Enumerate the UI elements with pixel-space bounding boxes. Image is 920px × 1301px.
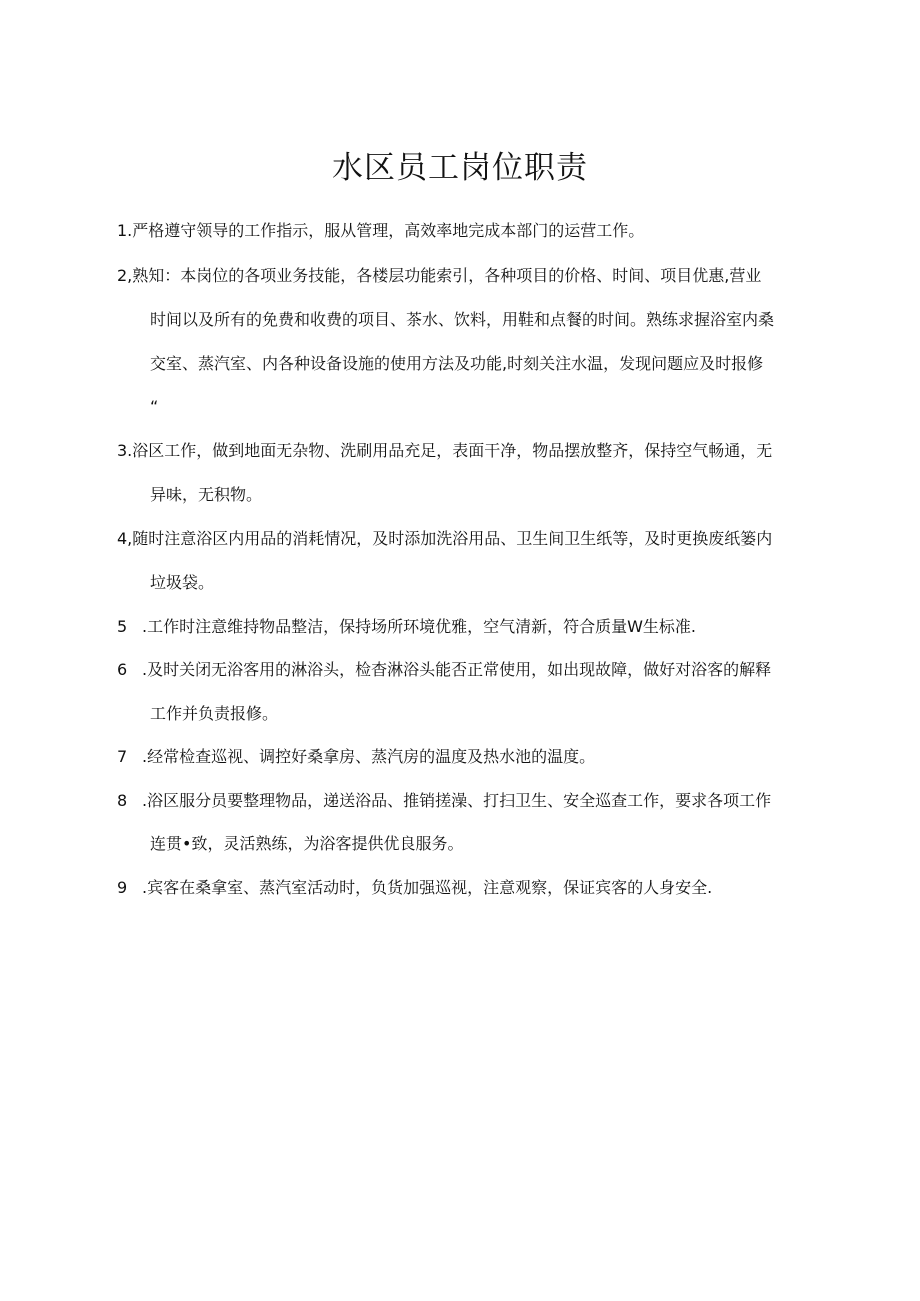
duty-item-9-text: .宾客在桑拿室、蒸汽室活动时，负货加强巡视，注意观察，保证宾客的人身安全. [142,878,713,897]
duty-item-2-line-2: 时间以及所有的免费和收费的项目、茶水、饮料，用鞋和点餐的时间。熟练求握浴室内桑 [150,310,775,329]
duty-item-9-number: 9 [117,878,128,897]
duty-item-8-text: .浴区服分员要整理物品，递送浴品、推销搓澡、打扫卫生、安全巡查工作，要求各项工作 [142,791,772,810]
duty-item-6-line-1 [117,658,771,682]
duty-item-2-line-1: 2,熟知：本岗位的各项业务技能，各楼层功能索引，各种项目的价格、时间、项目优惠,营业 [117,266,762,285]
duty-item-2-line-3: 交室、蒸汽室、内各种设备设施的使用方法及功能,时刻关注水温，发现问题应及时报修 [150,354,764,373]
duty-item-5-number: 5 [117,617,128,636]
duty-item-3-line-1: 3.浴区工作，做到地面无杂物、洗刷用品充足，表面干净，物品摆放整齐，保持空气畅通，无 [117,441,773,460]
duty-item-6-number: 6 [117,660,128,679]
duty-item-8-line-2: 连贯•致，灵活熟练，为浴客提供优良服务。 [150,834,464,853]
duty-item-3-line-2: 异味，无积物。 [150,485,263,504]
duty-item-8-number: 8 [117,791,128,810]
duty-item-7-text: .经常检查巡视、调控好桑拿房、蒸汽房的温度及热水池的温度。 [142,747,596,766]
duty-item-8-line-1 [117,789,771,813]
duty-item-4-line-2: 垃圾袋。 [150,573,215,592]
duty-item-7-line-1 [117,745,595,769]
duty-item-5-text: .工作时注意维持物品整洁，保持场所环境优雅，空气清新，符合质量W生标准. [142,617,696,636]
duty-item-6-text: .及时关闭无浴客用的淋浴头，检杳淋浴头能否正常使用，如出现故障，做好对浴客的解释 [142,660,772,679]
duty-item-6-line-2: 工作并负责报修。 [150,704,279,723]
duty-item-5-line-1 [117,615,696,639]
duty-item-4-line-1: 4,随时注意浴区内用品的消耗情况，及时添加洗浴用品、卫生间卫生纸等，及时更换废纸篓内 [117,529,773,548]
duty-item-1-line-1: 1.严格遵守领导的工作指示，服从管理，高效率地完成本部门的运营工作。 [117,221,645,240]
document-title: 水区员工岗位职责 [332,150,588,186]
duty-item-9-line-1 [117,876,712,900]
duty-item-2-line-4: “ [150,397,159,416]
duty-item-7-number: 7 [117,747,128,766]
